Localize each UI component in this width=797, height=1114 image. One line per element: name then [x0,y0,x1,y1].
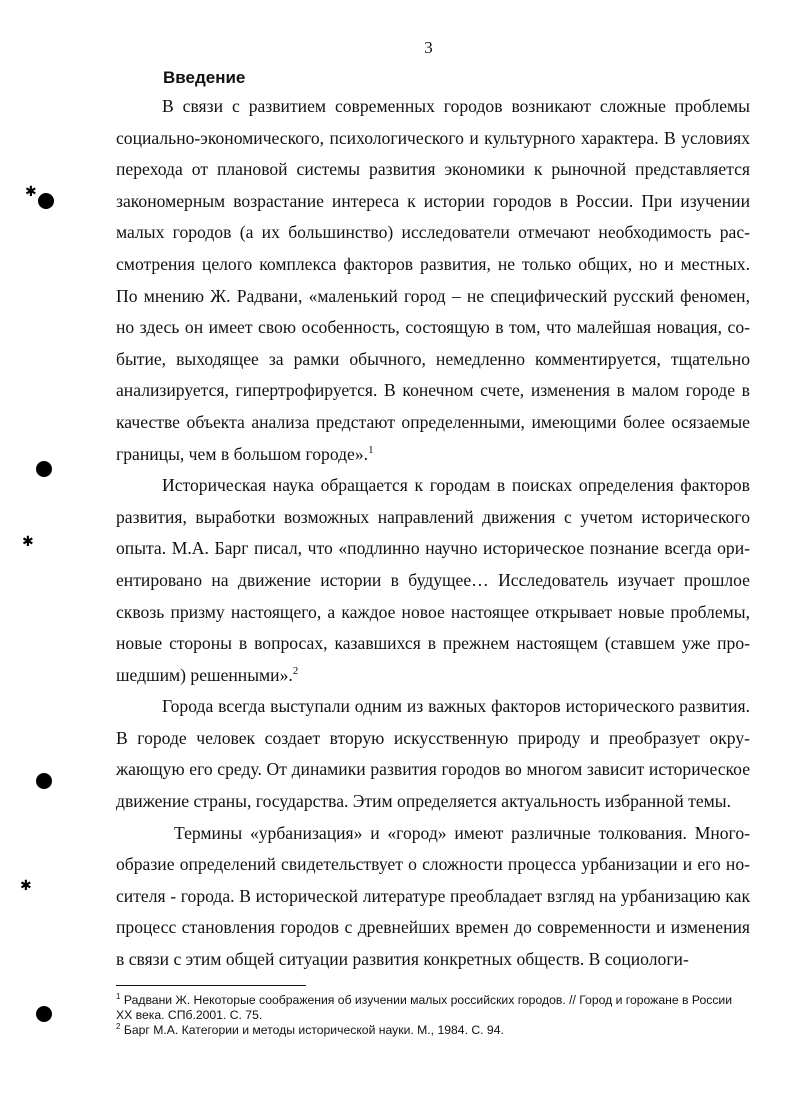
footnote-ref[interactable]: 1 [368,443,374,456]
footnote: $^1$ Радвани Ж. Некоторые соображения об изучении малых российских городов. // Город и горожане в России XX века. СПб.2001. С. 75. [116,991,733,1022]
body-text [116,91,750,976]
paragraph: В связи с развитием современных городов возникают сложные проблемы социально-экономического, психологического и культурного характера. В условиях перехода от плановой системы развития экономики к рыночной представляется закономерным возрастание интереса к истории городов в России. При изучении малых городов (а их большинство) исследователи отмечают необходимость рассмотрения целого комплекса факторов развития, не только общих, но и местных. По мнению Ж. Радвани, «маленький город – не специфический русский феномен, но здесь он имеет свою особенность, состоящую в том, что малейшая новация, событие, выходящее за рамки обычного, немедленно комментируется, тщательно анализируется, гипертрофируется. В конечном счете, изменения в малом городе в качестве объекта анализа предстают определенными, имеющими более осязаемые границы, чем в большом городе».$^1$ [116,96,750,464]
punch-hole-icon [38,193,54,209]
footnote-divider [116,985,306,986]
section-heading: Введение [163,68,246,87]
footnote-ref[interactable]: 2 [292,664,299,677]
footnote: $^2$ Барг М.А. Категории и методы исторической науки. М., 1984. С. 94. [116,1021,504,1037]
paragraph: Историческая наука обращается к городам в поисках определения факторов развития, выработки возможных направлений движения с учетом исторического опыта. М.А. Барг писал, что «подлинно научно историческое познание всегда ориентировано на движение истории в будущее… Исследователь изучает прошлое сквозь призму настоящего, а каждое новое настоящее открывает новые проблемы, новые стороны в вопросах, казавшихся в прежнем настоящем (ставшем уже прошедшим) решенными».$^2$ [116,475,750,685]
scan-mark-icon: ✱ [25,184,37,200]
punch-hole-icon [36,461,52,477]
punch-hole-icon [36,1006,52,1022]
scan-mark-icon: ✱ [22,534,34,550]
page-number: 3 [424,38,433,57]
paragraph: Города всегда выступали одним из важных факторов исторического развития. В городе человек создает вторую искусственную природу и преобразует окружающую его среду. От динамики развития городов во многом зависит историческое движение страны, государства. Этим определяется актуальность избранной темы. [116,696,750,812]
scan-mark-icon: ✱ [20,878,32,894]
punch-hole-icon [36,773,52,789]
footnotes [116,993,750,1038]
paragraph: Термины «урбанизация» и «город» имеют различные толкования. Многообразие определений свидетельствует о сложности процесса урбанизации и его носителя - города. В исторической литературе преобладает взгляд на урбанизацию как процесс становления городов с древнейших времен до современности и изменения в связи с этим общей ситуации развития конкретных обществ. В социологи- [116,822,750,970]
